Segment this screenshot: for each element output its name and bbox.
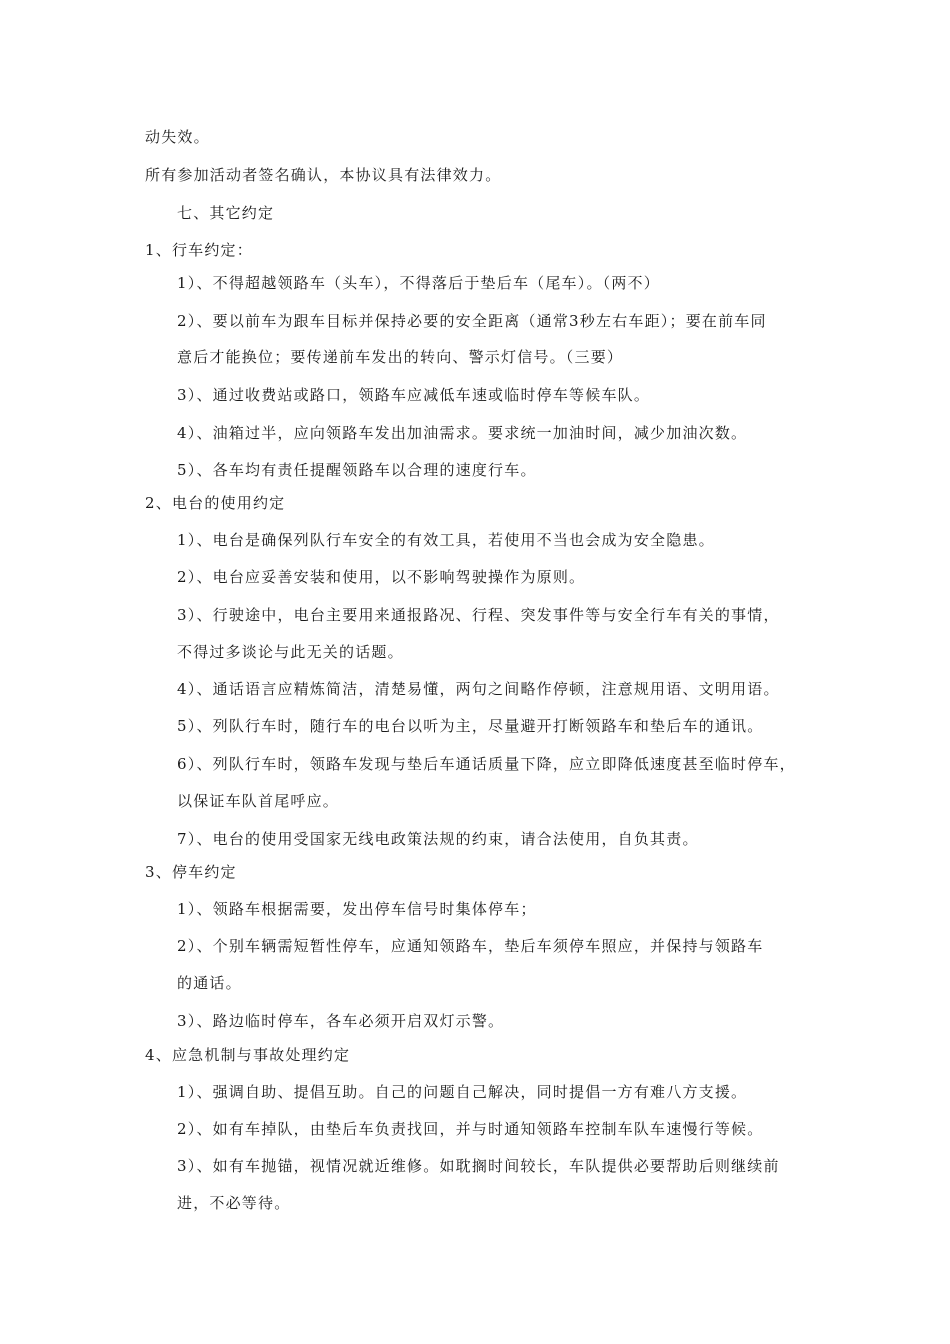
parking-heading: 3、停车约定 — [145, 863, 237, 881]
driving-item-3: 3）、通过收费站或路口，领路车应减低车速或临时停车等候车队。 — [177, 386, 651, 404]
emergency-item-3: 3）、如有车抛锚，视情况就近维修。如耽搁时间较长，车队提供必要帮助后则继续前 — [177, 1157, 780, 1175]
section-title: 七、其它约定 — [177, 204, 275, 222]
driving-item-2-cont: 意后才能换位；要传递前车发出的转向、警示灯信号。（三要） — [177, 348, 624, 366]
radio-item-6-cont: 以保证车队首尾呼应。 — [177, 792, 340, 810]
radio-item-5: 5）、列队行车时，随行车的电台以听为主，尽量避开打断领路车和垫后车的通讯。 — [177, 717, 764, 735]
radio-item-6: 6）、列队行车时，领路车发现与垫后车通话质量下降，应立即降低速度甚至临时停车， — [177, 755, 796, 773]
emergency-heading: 4、应急机制与事故处理约定 — [145, 1046, 351, 1064]
parking-item-2: 2）、个别车辆需短暂性停车，应通知领路车，垫后车须停车照应，并保持与领路车 — [177, 937, 764, 955]
driving-item-2: 2）、要以前车为跟车目标并保持必要的安全距离（通常3秒左右车距）；要在前车同 — [177, 312, 767, 330]
radio-item-3-cont: 不得过多谈论与此无关的话题。 — [177, 643, 404, 661]
radio-item-4: 4）、通话语言应精炼简洁，清楚易懂，两句之间略作停顿，注意规用语、文明用语。 — [177, 680, 780, 698]
driving-item-4: 4）、油箱过半，应向领路车发出加油需求。要求统一加油时间，减少加油次数。 — [177, 424, 748, 442]
emergency-item-2: 2）、如有车掉队，由垫后车负责找回，并与时通知领路车控制车队车速慢行等候。 — [177, 1120, 764, 1138]
intro-line-1: 动失效。 — [145, 128, 210, 146]
radio-item-2: 2）、电台应妥善安装和使用，以不影响驾驶操作为原则。 — [177, 568, 586, 586]
driving-item-1: 1）、不得超越领路车（头车），不得落后于垫后车（尾车）。（两不） — [177, 274, 660, 292]
intro-line-2: 所有参加活动者签名确认，本协议具有法律效力。 — [145, 166, 502, 184]
driving-item-5: 5）、各车均有责任提醒领路车以合理的速度行车。 — [177, 461, 537, 479]
driving-heading: 1、行车约定： — [145, 241, 253, 259]
parking-item-2-cont: 的通话。 — [177, 974, 242, 992]
emergency-item-1: 1）、强调自助、提倡互助。自己的问题自己解决，同时提倡一方有难八方支援。 — [177, 1083, 748, 1101]
radio-item-1: 1）、电台是确保列队行车安全的有效工具，若使用不当也会成为安全隐患。 — [177, 531, 715, 549]
parking-item-3: 3）、路边临时停车，各车必须开启双灯示警。 — [177, 1012, 505, 1030]
radio-item-7: 7）、电台的使用受国家无线电政策法规的约束，请合法使用，自负其责。 — [177, 830, 699, 848]
parking-item-1: 1）、领路车根据需要，发出停车信号时集体停车； — [177, 900, 537, 918]
emergency-item-3-cont: 进，不必等待。 — [177, 1194, 291, 1212]
radio-heading: 2、电台的使用约定 — [145, 494, 286, 512]
radio-item-3: 3）、行驶途中，电台主要用来通报路况、行程、突发事件等与安全行车有关的事情， — [177, 606, 780, 624]
